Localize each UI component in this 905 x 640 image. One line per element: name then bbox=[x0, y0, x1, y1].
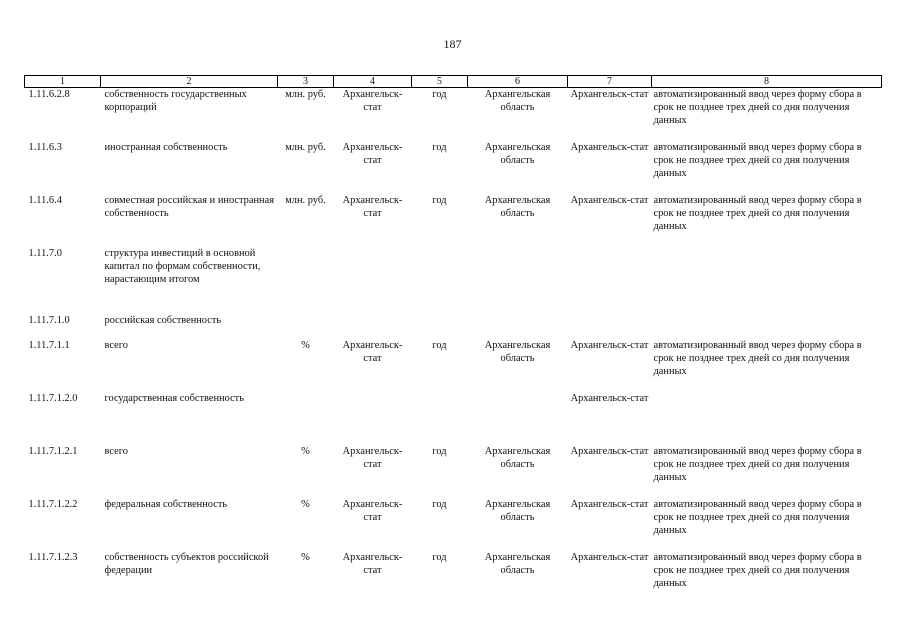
period-cell: год bbox=[432, 195, 447, 206]
indicator-code: 1.11.7.1.2.0 bbox=[28, 393, 78, 404]
unit-cell: % bbox=[301, 499, 310, 510]
method-cell: автоматизированный ввод через форму сбора в срок не позднее трех дней со дня получения данных bbox=[653, 499, 862, 536]
unit-cell bbox=[278, 392, 334, 445]
indicator-code: 1.11.6.3 bbox=[28, 142, 62, 153]
table-row bbox=[25, 392, 882, 445]
table-row bbox=[25, 141, 882, 194]
indicator-code: 1.11.7.1.2.2 bbox=[28, 499, 78, 510]
territory-cell: Архангельская область bbox=[484, 499, 551, 523]
table-row bbox=[25, 247, 882, 314]
source-cell bbox=[334, 247, 412, 314]
unit-cell: млн. руб. bbox=[285, 195, 326, 206]
source-cell: Архангельск-стат bbox=[342, 195, 403, 219]
indicator-name: совместная российская и иностранная собственность bbox=[104, 195, 275, 219]
indicator-code: 1.11.7.1.0 bbox=[28, 315, 70, 326]
territory-cell: Архангельская область bbox=[484, 446, 551, 470]
indicator-code: 1.11.7.1.2.1 bbox=[28, 446, 78, 457]
table-row bbox=[25, 88, 882, 142]
responsible-cell: Архангельск-стат bbox=[570, 195, 649, 206]
indicator-table bbox=[24, 75, 882, 604]
source-cell bbox=[334, 392, 412, 445]
method-cell bbox=[652, 314, 882, 339]
period-cell: год bbox=[432, 340, 447, 351]
source-cell: Архангельск-стат bbox=[342, 142, 403, 166]
method-cell: автоматизированный ввод через форму сбора в срок не позднее трех дней со дня получения данных bbox=[653, 552, 862, 589]
territory-cell: Архангельская область bbox=[484, 340, 551, 364]
responsible-cell: Архангельск-стат bbox=[570, 552, 649, 563]
indicator-code: 1.11.7.1.2.3 bbox=[28, 552, 78, 563]
column-number: 8 bbox=[652, 76, 882, 88]
period-cell: год bbox=[432, 142, 447, 153]
responsible-cell: Архангельск-стат bbox=[570, 89, 649, 100]
header-row bbox=[25, 76, 882, 88]
indicator-name: собственность государственных корпораций bbox=[104, 89, 247, 113]
table-row bbox=[25, 314, 882, 339]
period-cell bbox=[412, 314, 468, 339]
territory-cell bbox=[468, 314, 568, 339]
method-cell: автоматизированный ввод через форму сбора в срок не позднее трех дней со дня получения данных bbox=[653, 142, 862, 179]
period-cell: год bbox=[432, 552, 447, 563]
responsible-cell: Архангельск-стат bbox=[570, 142, 649, 153]
indicator-name: собственность субъектов российской федерации bbox=[104, 552, 269, 576]
column-number: 7 bbox=[568, 76, 652, 88]
method-cell bbox=[652, 392, 882, 445]
indicator-name: российская собственность bbox=[104, 315, 222, 326]
indicator-code: 1.11.7.0 bbox=[28, 248, 62, 259]
indicator-name: федеральная собственность bbox=[104, 499, 228, 510]
unit-cell: % bbox=[301, 446, 310, 457]
indicator-name: иностранная собственность bbox=[104, 142, 228, 153]
unit-cell: млн. руб. bbox=[285, 142, 326, 153]
table-row bbox=[25, 445, 882, 498]
indicator-name: структура инвестиций в основной капитал по формам собственности, нарастающим итогом bbox=[104, 248, 261, 285]
source-cell: Архангельск-стат bbox=[342, 340, 403, 364]
indicator-code: 1.11.6.4 bbox=[28, 195, 62, 206]
unit-cell: % bbox=[301, 340, 310, 351]
responsible-cell bbox=[568, 247, 652, 314]
period-cell: год bbox=[432, 446, 447, 457]
method-cell: автоматизированный ввод через форму сбора в срок не позднее трех дней со дня получения данных bbox=[653, 89, 862, 126]
territory-cell: Архангельская область bbox=[484, 552, 551, 576]
method-cell: автоматизированный ввод через форму сбора в срок не позднее трех дней со дня получения данных bbox=[653, 195, 862, 232]
territory-cell bbox=[468, 247, 568, 314]
unit-cell bbox=[278, 314, 334, 339]
method-cell: автоматизированный ввод через форму сбора в срок не позднее трех дней со дня получения данных bbox=[653, 340, 862, 377]
territory-cell: Архангельская область bbox=[484, 89, 551, 113]
source-cell: Архангельск-стат bbox=[342, 499, 403, 523]
period-cell bbox=[412, 247, 468, 314]
indicator-name: государственная собственность bbox=[104, 393, 244, 404]
unit-cell: млн. руб. bbox=[285, 89, 326, 100]
page-number: 187 bbox=[443, 37, 462, 51]
column-number: 5 bbox=[412, 76, 468, 88]
column-number: 4 bbox=[334, 76, 412, 88]
method-cell: автоматизированный ввод через форму сбора в срок не позднее трех дней со дня получения данных bbox=[653, 446, 862, 483]
territory-cell bbox=[468, 392, 568, 445]
source-cell: Архангельск-стат bbox=[342, 446, 403, 470]
responsible-cell: Архангельск-стат bbox=[570, 393, 649, 404]
table-row bbox=[25, 551, 882, 604]
period-cell: год bbox=[432, 89, 447, 100]
responsible-cell bbox=[568, 314, 652, 339]
territory-cell: Архангельская область bbox=[484, 195, 551, 219]
source-cell bbox=[334, 314, 412, 339]
column-number: 3 bbox=[278, 76, 334, 88]
source-cell: Архангельск-стат bbox=[342, 552, 403, 576]
method-cell bbox=[652, 247, 882, 314]
indicator-name: всего bbox=[104, 446, 128, 457]
indicator-name: всего bbox=[104, 340, 128, 351]
source-cell: Архангельск-стат bbox=[342, 89, 403, 113]
table-row bbox=[25, 339, 882, 392]
responsible-cell: Архангельск-стат bbox=[570, 499, 649, 510]
period-cell: год bbox=[432, 499, 447, 510]
table-row bbox=[25, 194, 882, 247]
column-number: 2 bbox=[101, 76, 278, 88]
responsible-cell: Архангельск-стат bbox=[570, 340, 649, 351]
column-number: 1 bbox=[25, 76, 101, 88]
table-row bbox=[25, 498, 882, 551]
unit-cell: % bbox=[301, 552, 310, 563]
territory-cell: Архангельская область bbox=[484, 142, 551, 166]
period-cell bbox=[412, 392, 468, 445]
responsible-cell: Архангельск-стат bbox=[570, 446, 649, 457]
indicator-code: 1.11.7.1.1 bbox=[28, 340, 70, 351]
column-number: 6 bbox=[468, 76, 568, 88]
indicator-code: 1.11.6.2.8 bbox=[28, 89, 70, 100]
unit-cell bbox=[278, 247, 334, 314]
